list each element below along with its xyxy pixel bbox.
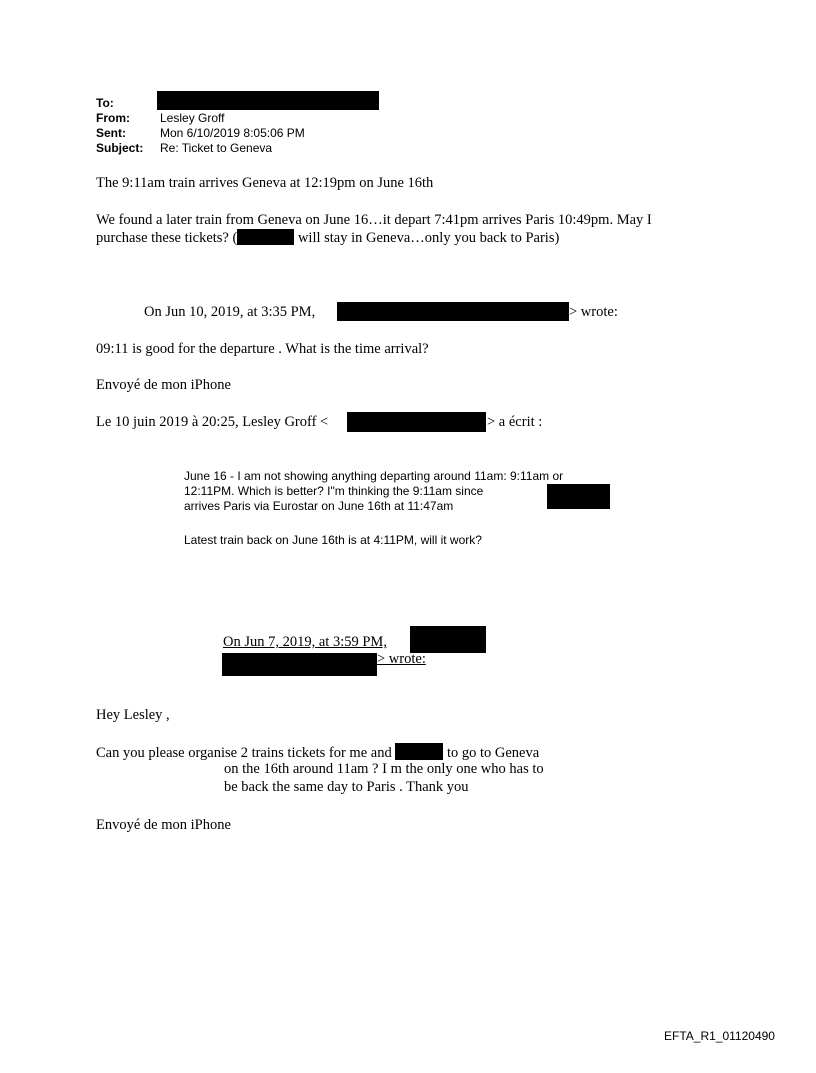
quote2-line-3: arrives Paris via Eurostar on June 16th at 11:47am [184,499,454,513]
subject-value: Re: Ticket to Geneva [160,141,273,155]
quote3-para-line-1 [96,743,539,762]
sent-label: Sent: [96,126,126,140]
reply-line-1: The 9:11am train arrives Geneva at 12:19pm on June 16th [96,175,434,191]
quote1-intro-b: > wrote: [569,304,618,320]
redaction-box [410,626,486,653]
quote3-para-text-b: to go to Geneva [443,745,540,761]
redaction-box [547,484,610,509]
redaction-box [347,412,486,432]
quote2-line-4: Latest train back on June 16th is at 4:11PM, will it work? [184,533,482,547]
document-id: EFTA_R1_01120490 [664,1029,775,1043]
quote3-para-text-a: Can you please organise 2 trains tickets for me and [96,745,396,761]
quote2-intro-b: > a écrit : [487,414,543,430]
quote3-greeting: Hey Lesley , [96,707,170,723]
quote2-intro-a: Le 10 juin 2019 à 20:25, Lesley Groff < [96,414,329,430]
quote3-para-line-2: on the 16th around 11am ? I m the only one who has to [224,761,544,777]
redaction-inline [395,743,443,760]
reply-para-2-line-1: We found a later train from Geneva on June 16…it depart 7:41pm arrives Paris 10:49pm. May I [96,212,652,228]
reply-para-2-line-2 [96,229,559,247]
from-value: Lesley Groff [160,111,225,125]
quote1-line-1: 09:11 is good for the departure . What is the time arrival? [96,341,429,357]
quote2-line-2: 12:11PM. Which is better? I"m thinking the 9:11am since [184,484,484,498]
subject-label: Subject: [96,141,144,155]
quote1-signature: Envoyé de mon iPhone [96,377,231,393]
to-label: To: [96,96,114,110]
reply-para-2-text-b: will stay in Geneva…only you back to Paris) [294,230,560,246]
reply-para-2-text-a: purchase these tickets? ( [96,230,238,246]
quote3-intro-b: > wrote: [377,651,426,667]
quote3-para-line-3: be back the same day to Paris . Thank you [224,779,469,795]
sent-value: Mon 6/10/2019 8:05:06 PM [160,126,305,140]
quote1-intro-a: On Jun 10, 2019, at 3:35 PM, [144,304,316,320]
quote2-line-1: June 16 - I am not showing anything departing around 11am: 9:11am or [184,469,564,483]
redaction-inline [237,229,294,245]
redaction-box [222,653,377,676]
redaction-box [337,302,569,321]
quote3-signature: Envoyé de mon iPhone [96,817,231,833]
from-label: From: [96,111,130,125]
redaction-box [157,91,379,110]
quote3-intro-a: On Jun 7, 2019, at 3:59 PM, [223,634,387,650]
